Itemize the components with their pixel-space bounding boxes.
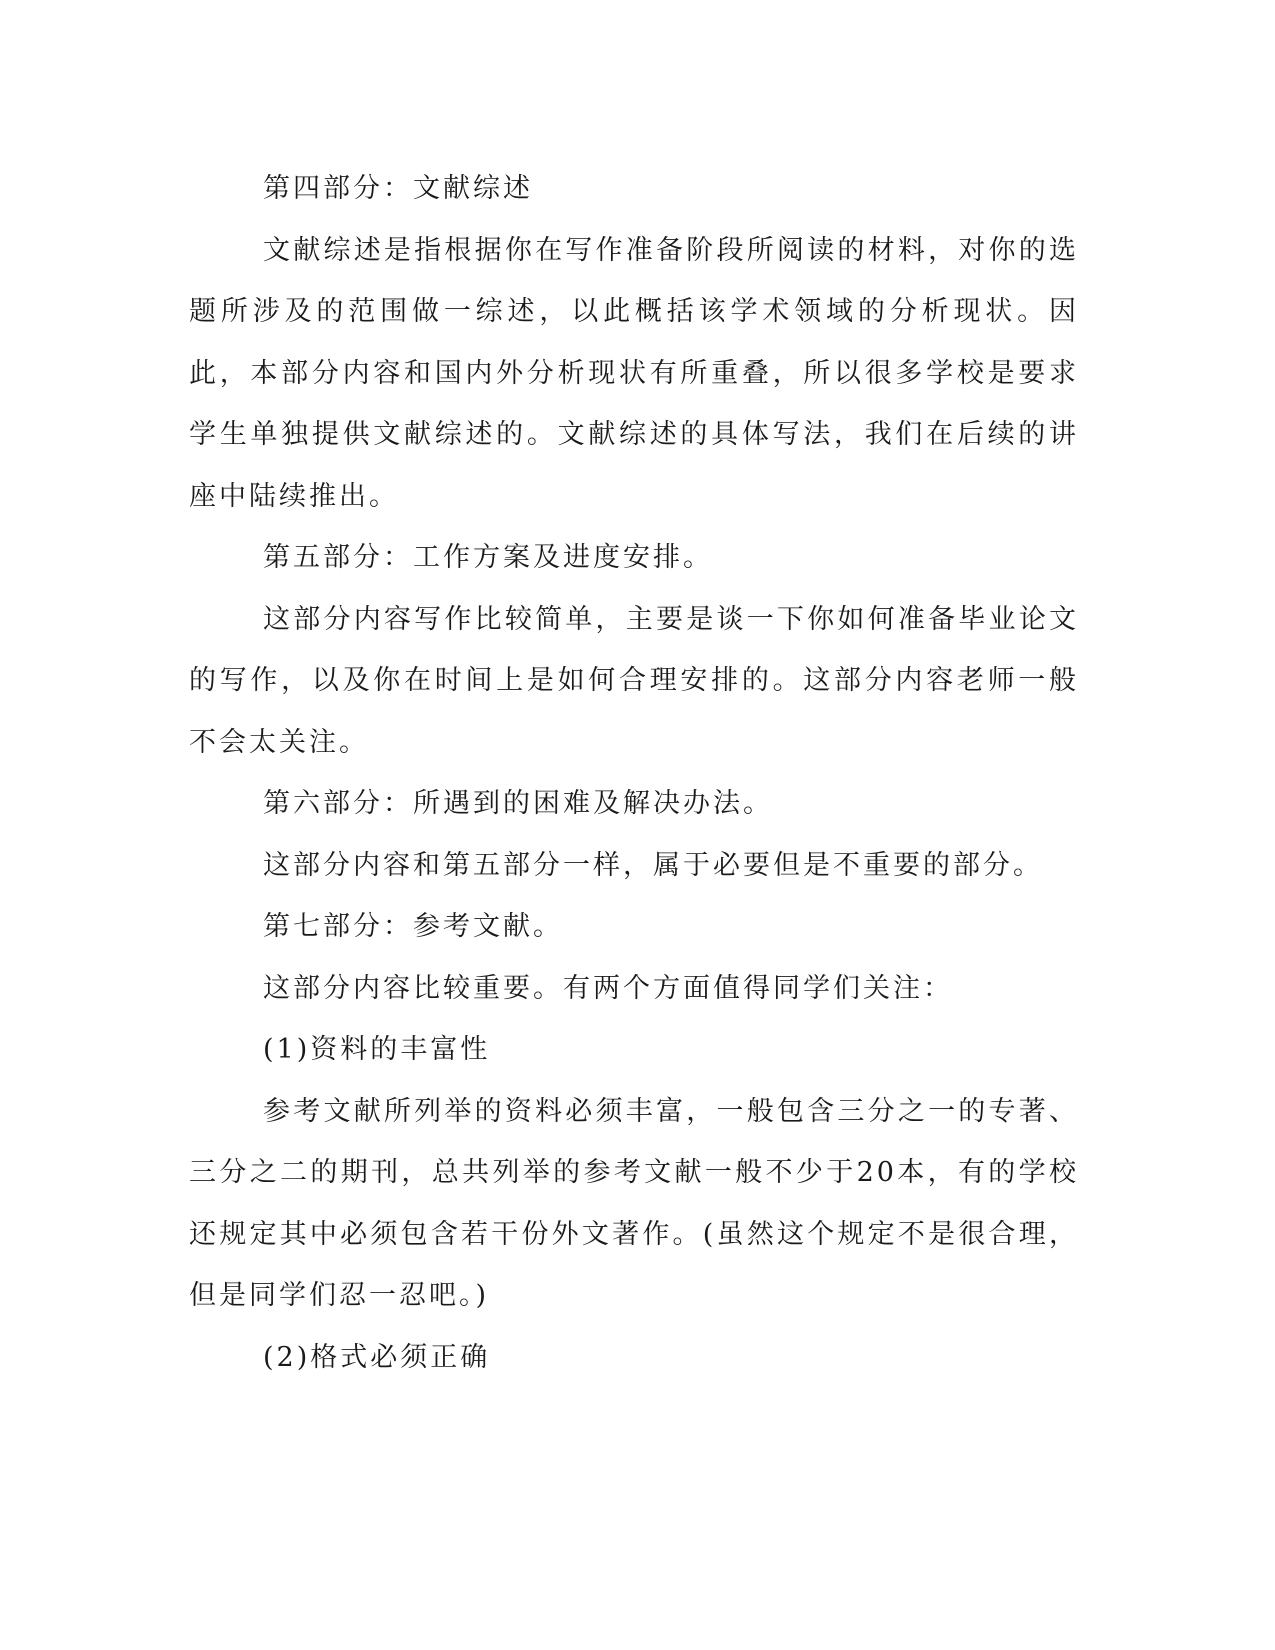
- heading-part-six: 第六部分：所遇到的困难及解决办法。: [263, 788, 773, 819]
- subheading-format: (2)格式必须正确: [263, 1341, 491, 1373]
- paragraph-richness: 参考文献所列举的资料必须丰富，一般包含三分之一的专著、三分之二的期刊，总共列举的参考文献一般不少于20本，有的学校还规定其中必须包含若干份外文著作。(虽然这个规定不是很合理，但是同学们忍一忍吧。): [189, 1095, 1079, 1311]
- subheading-richness: (1)资料的丰富性: [263, 1034, 491, 1065]
- heading-part-five: 第五部分：工作方案及进度安排。: [263, 542, 713, 573]
- heading-part-seven: 第七部分：参考文献。: [263, 911, 563, 942]
- paragraph-work-plan: 这部分内容写作比较简单，主要是谈一下你如何准备毕业论文的写作，以及你在时间上是如何合理安排的。这部分内容老师一般不会太关注。: [189, 603, 1079, 758]
- document-body: [189, 158, 1079, 1388]
- paragraph-references-intro: 这部分内容比较重要。有两个方面值得同学们关注：: [263, 972, 953, 1004]
- paragraph-literature-review: 文献综述是指根据你在写作准备阶段所阅读的材料，对你的选题所涉及的范围做一综述，以此概括该学术领域的分析现状。因此，本部分内容和国内外分析现状有所重叠，所以很多学校是要求学生单独提供文献综述的。文献综述的具体写法，我们在后续的讲座中陆续推出。: [189, 234, 1079, 512]
- heading-part-four: 第四部分：文献综述: [263, 173, 533, 204]
- paragraph-difficulties: 这部分内容和第五部分一样，属于必要但是不重要的部分。: [263, 849, 1043, 881]
